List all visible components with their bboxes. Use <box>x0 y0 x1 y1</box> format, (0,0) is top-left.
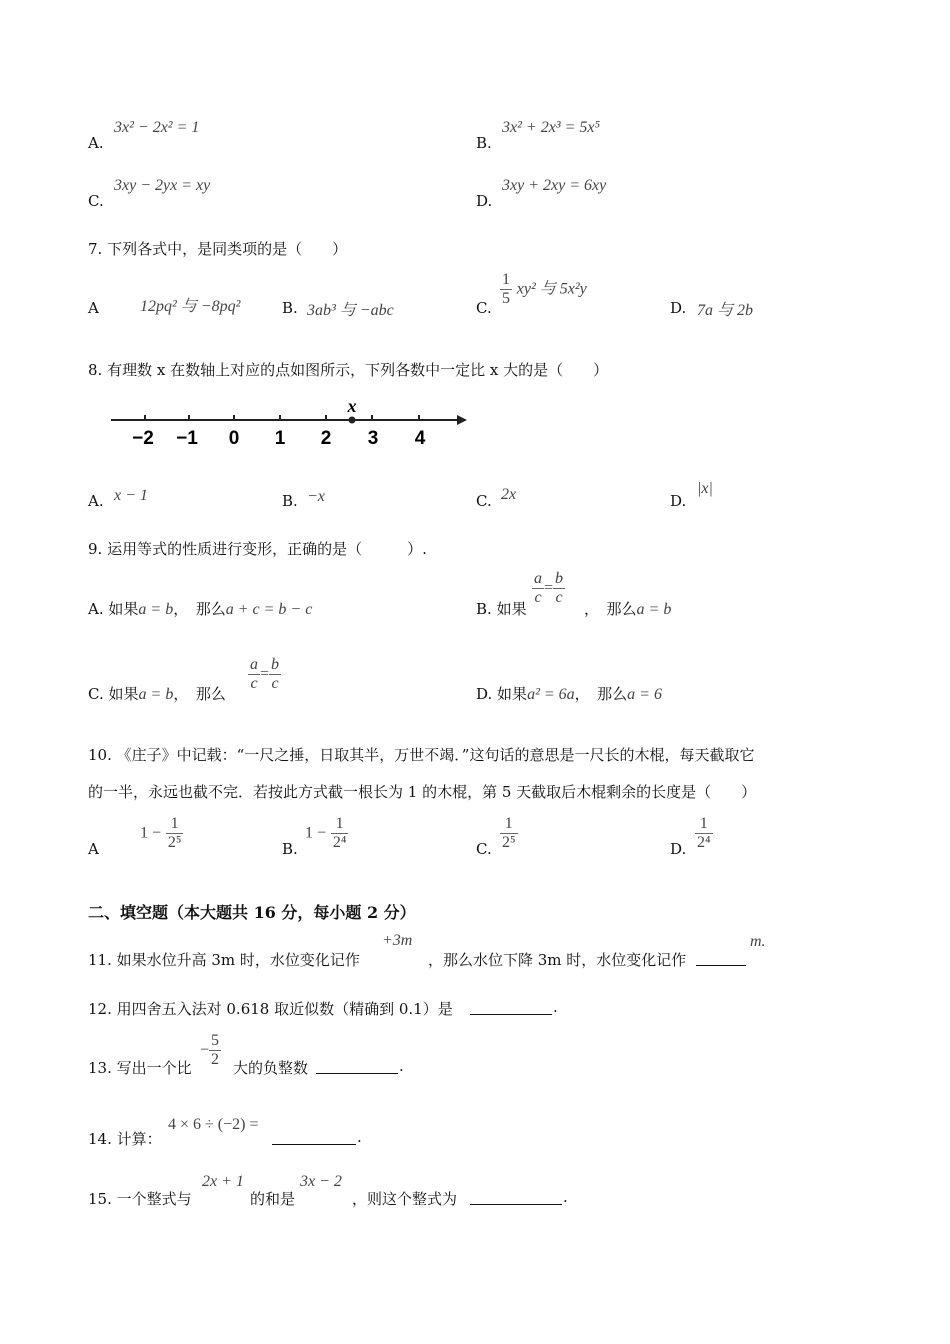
q11-pre: 11. 如果水位升高 3m 时，水位变化记作 <box>88 951 360 969</box>
q6-b-expr: 3x² + 2x³ = 5x⁵ <box>502 119 601 136</box>
q14-end: . <box>357 1128 362 1146</box>
section-title: 二、填空题（本大题共 16 分，每小题 2 分） <box>88 903 416 922</box>
tick-label: 3 <box>367 428 379 449</box>
point-x <box>349 417 356 424</box>
q11-mid: ，那么水位下降 3m 时，水位变化记作 <box>428 951 687 969</box>
q14-expr: 4 × 6 ÷ (−2) = <box>168 1116 259 1133</box>
q9-c-result: $\frac{a}{c}$ = $\frac{b}{c}$ <box>250 656 280 692</box>
q6-a-label: A. <box>88 134 104 152</box>
q10-d-expr: $\frac{1}{\text{2⁴}}$ <box>697 815 711 851</box>
tick-label: −2 <box>132 428 154 449</box>
q13-post: 大的负整数 <box>233 1059 309 1077</box>
q7-a-label: A <box>88 299 99 317</box>
q6-a-expr: 3x² − 2x² = 1 <box>114 119 200 136</box>
q10-c-label: C. <box>476 840 492 858</box>
q9-b-label: B. 如果 <box>476 600 527 618</box>
q7-stem: 7. 下列各式中，是同类项的是（ ） <box>88 240 348 258</box>
q13-end: . <box>399 1057 404 1075</box>
q15-e1: 2x + 1 <box>202 1173 244 1190</box>
q15-end: . <box>563 1188 568 1206</box>
q10-a-label: A <box>88 840 99 858</box>
q7-d-label: D. <box>670 299 687 317</box>
q11-expr: +3m <box>382 932 413 949</box>
tick-label: 0 <box>228 428 240 449</box>
q12-blank <box>470 1000 552 1015</box>
q12-text: 12. 用四舍五入法对 0.618 取近似数（精确到 0.1）是 <box>88 1000 453 1018</box>
q10-line2: 的一半，永远也截不完．若按此方式截一根长为 1 的木棍，第 5 天截取后木棍剩余的长度是（ ） <box>88 783 757 801</box>
q6-b-label: B. <box>476 134 492 152</box>
q15-e2: 3x − 2 <box>300 1173 342 1190</box>
q8-c-label: C. <box>476 492 492 510</box>
q8-c-expr: 2x <box>501 486 517 503</box>
q13-pre: 13. 写出一个比 <box>88 1059 192 1077</box>
q7-c-fraction: $\frac{1}{5}$ <box>502 271 510 307</box>
q11-unit: m. <box>750 933 766 950</box>
q10-c-expr: $\frac{1}{\text{2⁵}}$ <box>502 815 516 851</box>
number-line <box>105 396 470 450</box>
q10-b-label: B. <box>282 840 298 858</box>
q8-a-expr: x − 1 <box>114 487 148 504</box>
q7-a-expr: 12pq² 与 −8pq² <box>140 298 241 315</box>
point-x-label: x <box>347 396 357 416</box>
q14-pre: 14. 计算： <box>88 1130 162 1148</box>
q6-c-label: C. <box>88 192 104 210</box>
q6-c-expr: 3xy − 2yx = xy <box>114 177 211 194</box>
q7-c-expr: $\frac{1}{5}$ xy² 与 5x²y <box>502 271 587 307</box>
tick-label: 1 <box>274 428 286 449</box>
q8-d-expr: |x| <box>697 480 713 497</box>
tick-label: 2 <box>320 428 332 449</box>
q10-b-expr: 1 − $\frac{1}{\text{2⁴}}$ <box>305 815 347 851</box>
tick-label: 4 <box>414 428 426 449</box>
q8-stem: 8. 有理数 x 在数轴上对应的点如图所示，下列各数中一定比 x 大的是（ ） <box>88 361 609 379</box>
tick-label: −1 <box>176 428 198 449</box>
q14-blank <box>272 1130 356 1145</box>
q15-mid: 的和是 <box>250 1190 296 1208</box>
q13-blank <box>316 1059 398 1074</box>
q15-pre: 15. 一个整式与 <box>88 1190 192 1208</box>
q9-b-result: ， 那么a = b <box>584 600 672 618</box>
q8-b-expr: −x <box>307 488 325 505</box>
q11-blank <box>696 951 746 966</box>
q7-b-expr: 3ab³ 与 −abc <box>307 302 394 319</box>
q12-end: . <box>553 998 558 1016</box>
q13-frac: − $\frac{5}{2}$ <box>200 1032 220 1068</box>
q9-stem: 9. 运用等式的性质进行变形，正确的是（ ）. <box>88 540 427 558</box>
q9-c: C. 如果a = b， 那么 <box>88 685 226 703</box>
q8-a-label: A. <box>88 492 104 510</box>
q10-a-expr: 1 − $\frac{1}{\text{2⁵}}$ <box>140 815 182 851</box>
q7-c-label: C. <box>476 299 492 317</box>
q6-d-label: D. <box>476 192 493 210</box>
q6-d-expr: 3xy + 2xy = 6xy <box>502 177 607 194</box>
q7-b-label: B. <box>282 299 298 317</box>
q10-d-label: D. <box>670 840 687 858</box>
q9-b-cond: $\frac{a}{c}$ = $\frac{b}{c}$ <box>534 570 564 606</box>
q9-d: D. 如果a² = 6a， 那么a = 6 <box>476 685 662 703</box>
q15-blank <box>470 1190 562 1205</box>
q9-a: A. 如果a = b， 那么a + c = b − c <box>88 600 313 618</box>
q8-d-label: D. <box>670 492 687 510</box>
q10-line1: 10. 《庄子》中记载：“一尺之捶，日取其半，万世不竭．”这句话的意思是一尺长的木棍，每天截取它 <box>88 746 755 764</box>
q15-post: ，则这个整式为 <box>352 1190 458 1208</box>
q7-d-expr: 7a 与 2b <box>697 302 754 319</box>
q8-b-label: B. <box>282 492 298 510</box>
